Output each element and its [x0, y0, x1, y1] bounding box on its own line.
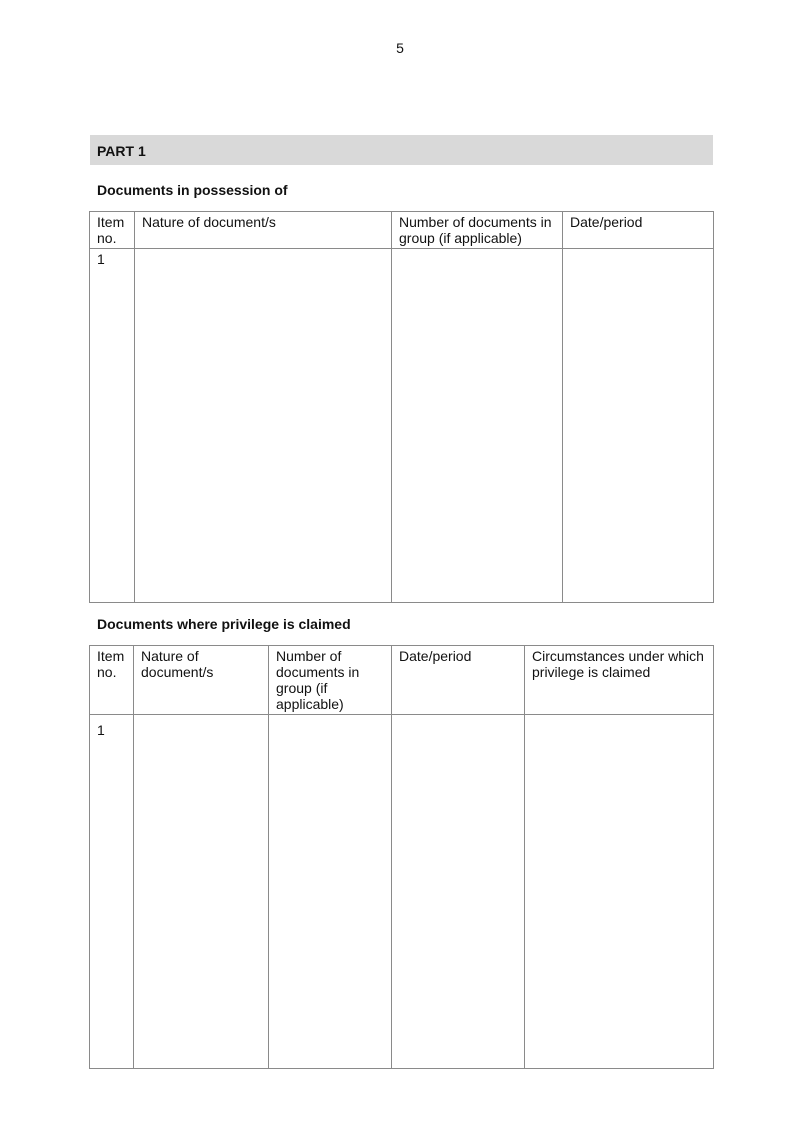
cell-number [392, 249, 563, 603]
table-header-row [90, 212, 714, 249]
column-header-item-no: Item no. [90, 646, 134, 715]
part-title-bar [90, 135, 713, 165]
column-header-nature: Nature of document/s [134, 646, 269, 715]
column-header-circumstances: Circumstances under which privilege is claimed [525, 646, 714, 715]
cell-date [392, 715, 525, 1069]
cell-date [563, 249, 714, 603]
column-header-date: Date/period [563, 212, 714, 249]
table-header-row [90, 646, 714, 715]
cell-circumstances [525, 715, 714, 1069]
documents-in-possession-table [89, 211, 714, 603]
section-heading-privilege: Documents where privilege is claimed [97, 616, 351, 632]
section-heading-possession: Documents in possession of [97, 182, 288, 198]
column-header-number: Number of documents in group (if applicable) [392, 212, 563, 249]
cell-number [269, 715, 392, 1069]
page-number: 5 [396, 40, 404, 56]
cell-item-no: 1 [90, 249, 135, 603]
column-header-nature: Nature of document/s [135, 212, 392, 249]
part-title: PART 1 [97, 143, 146, 159]
cell-item-no: 1 [90, 715, 134, 1069]
table-row [90, 249, 714, 603]
cell-nature [134, 715, 269, 1069]
column-header-number: Number of documents in group (if applicable) [269, 646, 392, 715]
cell-nature [135, 249, 392, 603]
documents-privilege-table [89, 645, 714, 1069]
column-header-item-no: Item no. [90, 212, 135, 249]
table-row [90, 715, 714, 1069]
column-header-date: Date/period [392, 646, 525, 715]
